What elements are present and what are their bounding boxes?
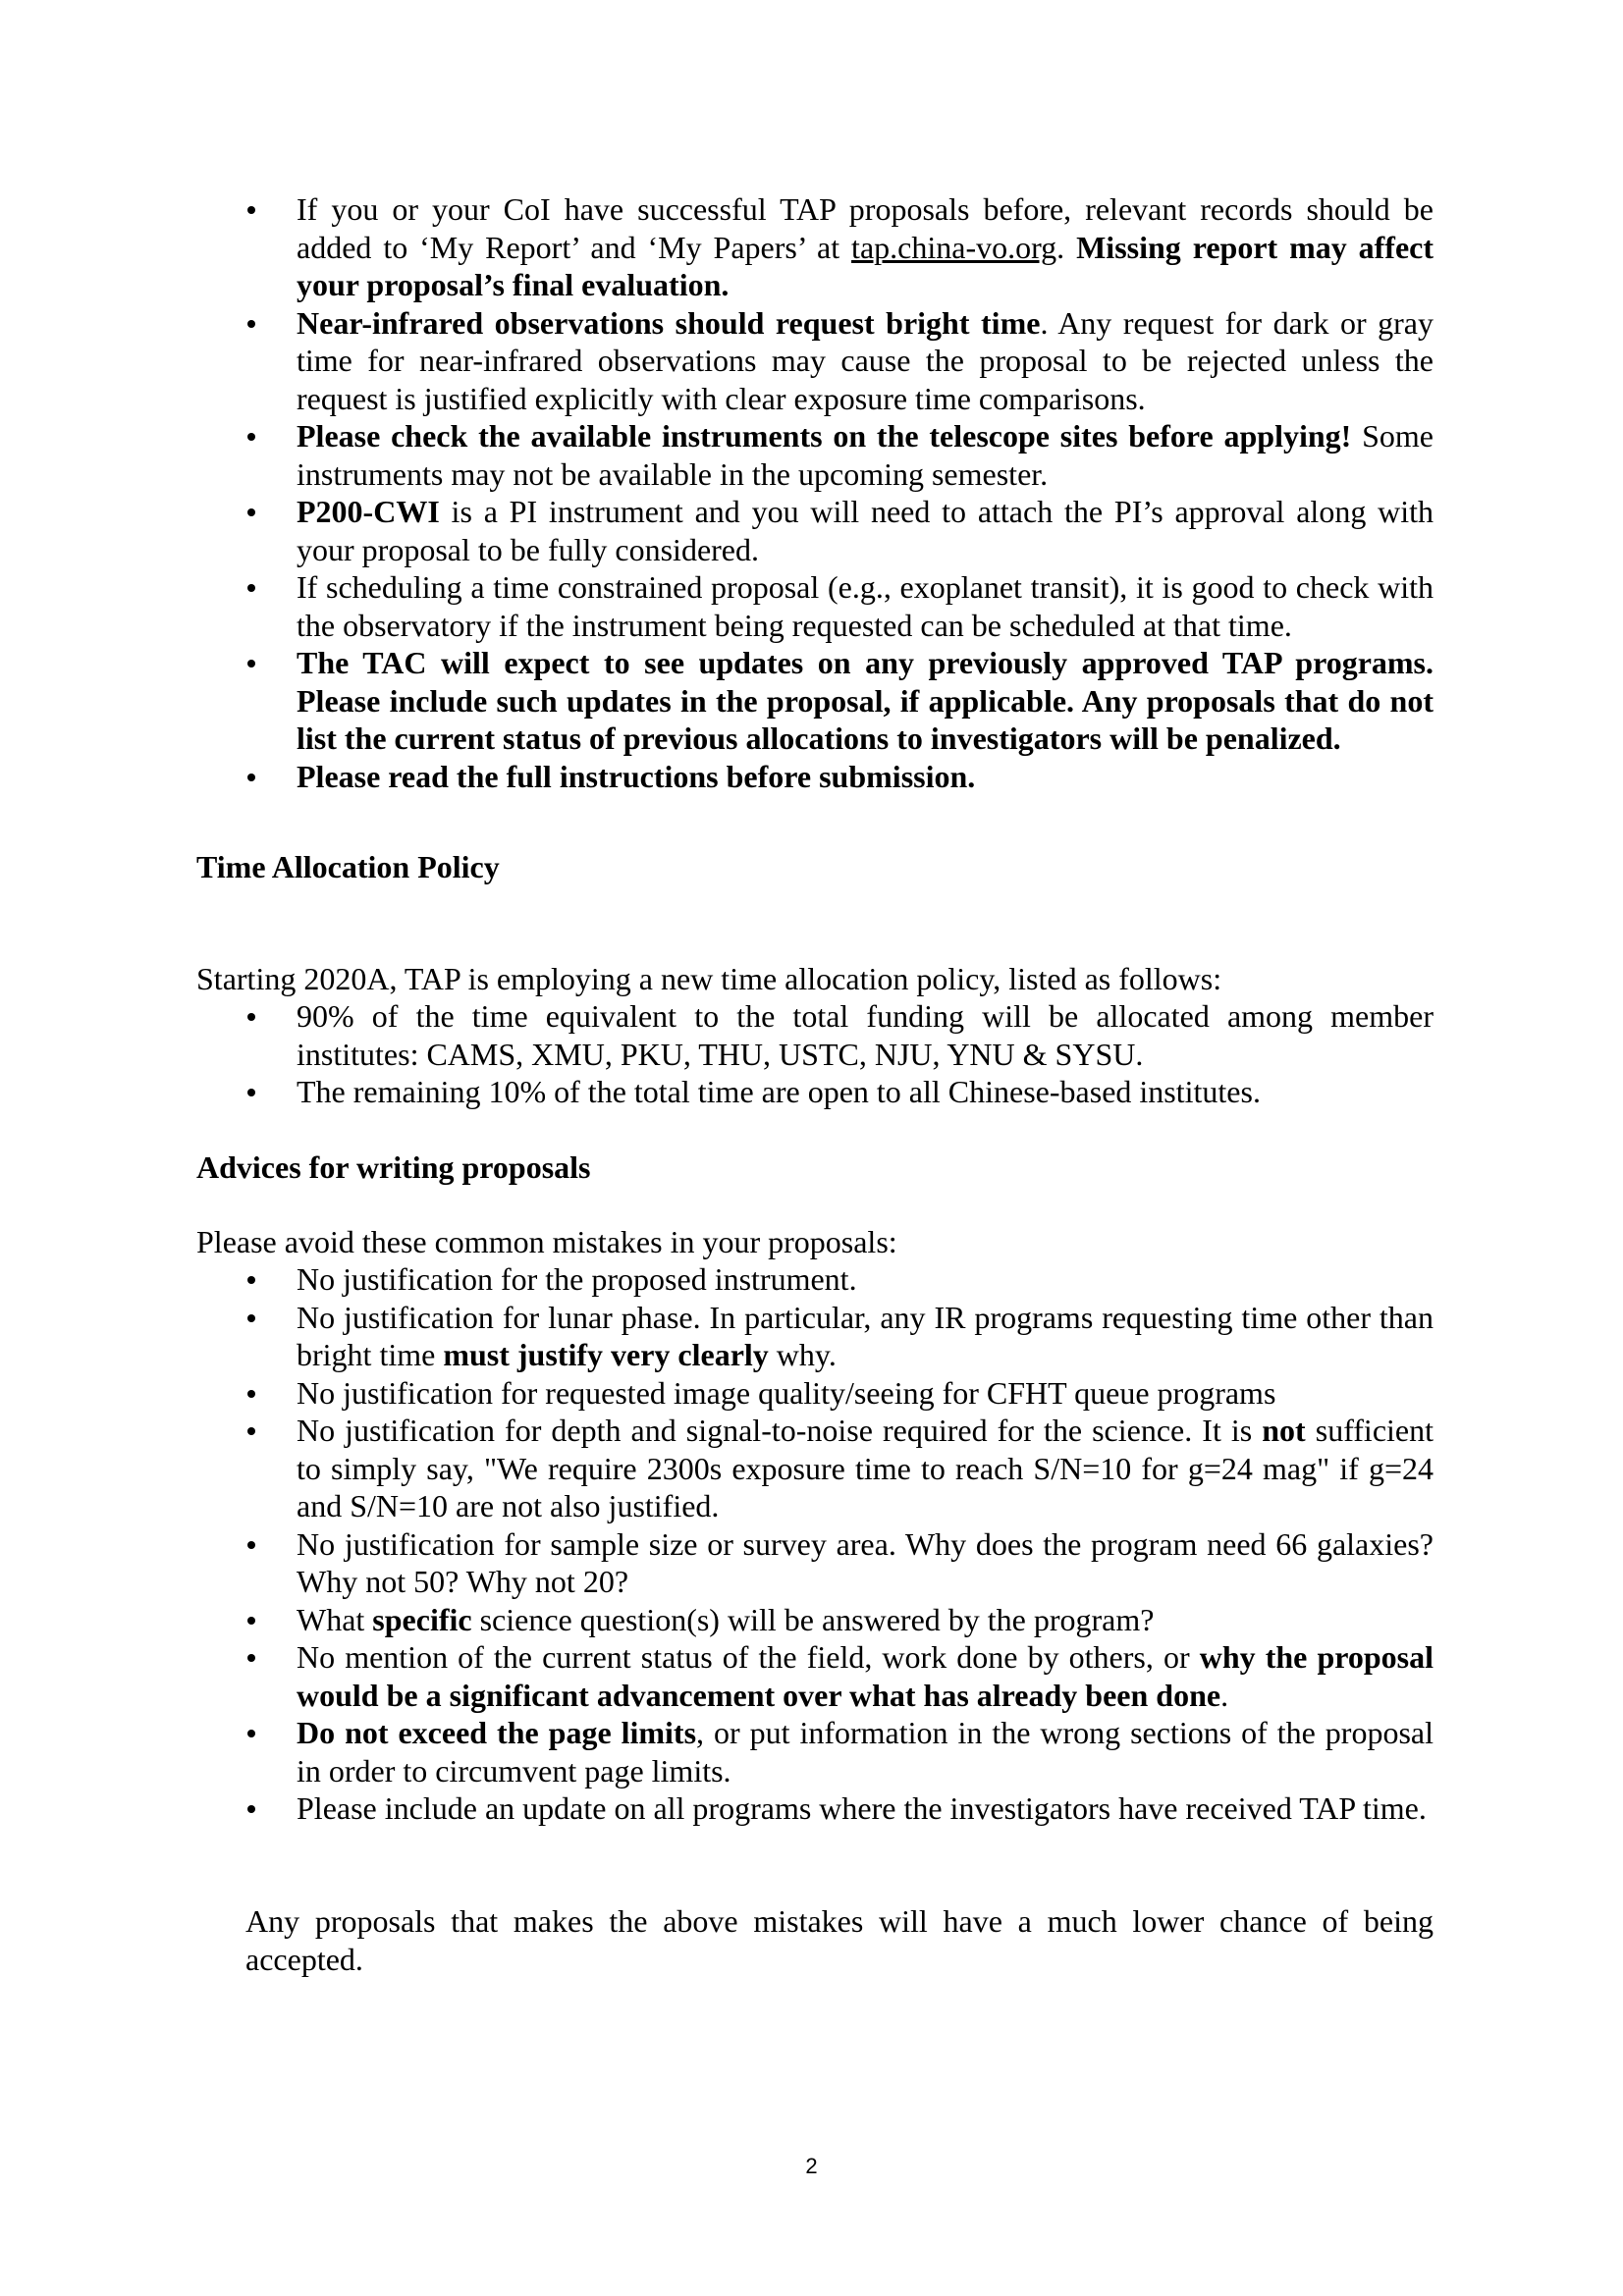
closing-paragraph: Any proposals that makes the above mistakes will have a much lower chance of being accepted. [245,1903,1434,1977]
text-segment: No justification for depth and signal-to-noise required for the science. It is [297,1413,1263,1448]
bold-text: Please read the full instructions before submission. [297,758,976,794]
list-item [196,417,1434,493]
list-item [196,644,1434,758]
list-item [196,1638,1434,1714]
list-item [196,758,1434,796]
list-item [196,1789,1434,1828]
website-link[interactable]: tap.china-vo.org [851,229,1057,265]
list-item [196,1073,1434,1111]
requirements-list [196,190,1434,795]
section-heading-time-allocation: Time Allocation Policy [196,849,500,884]
text-segment: science question(s) will be answered by the program? [471,1601,1155,1637]
text-segment: Please include an update on all programs where the investigators have received TAP time. [297,1790,1427,1826]
text-segment: What [297,1601,373,1637]
policy-list [196,997,1434,1111]
text-segment: why. [768,1337,837,1372]
text-segment: No justification for requested image quality/seeing for CFHT queue programs [297,1374,1276,1411]
text-segment: . Any request for dark or gray time for near-infrared observations may cause the proposal to be rejected unless the request is justified explicitly with clear exposure time comparisons. [297,304,1434,416]
bold-text: why the proposal would be a significant advancement over what has already been done [297,1639,1434,1713]
common-mistakes-list [196,1260,1434,1828]
text-segment: 90% of the time equivalent to the total funding will be allocated among member institutes: CAMS, XMU, PKU, THU, USTC, NJU, YNU & SYSU. [297,998,1434,1072]
list-item [196,1374,1434,1413]
text-segment: No justification for sample size or survey area. Why does the program need 66 galaxies? Why not 50? Why not 20? [297,1525,1434,1599]
bold-text: Do not exceed the page limits [297,1715,697,1750]
list-item [196,1260,1434,1299]
list-item [196,1299,1434,1374]
list-item [196,997,1434,1073]
text-segment: . [1220,1677,1229,1713]
list-item [196,304,1434,418]
bold-text: P200-CWI [297,494,440,529]
list-item [196,568,1434,644]
list-item [196,1412,1434,1525]
text-segment: is a PI instrument and you will need to attach the PI’s approval along with your proposal to be fully considered. [297,494,1434,567]
text-segment: . [1056,229,1077,265]
text-segment: If you or your CoI have successful TAP proposals before, relevant records should be added to ‘My Report’ and ‘My Papers’ at [297,191,1434,265]
text-segment: Some instruments may not be available in the upcoming semester. [297,418,1434,492]
bold-text: Missing report may affect your proposal’s final evaluation. [297,229,1434,302]
list-item [196,1714,1434,1789]
page-number: 2 [805,2154,818,2178]
text-segment: No mention of the current status of the field, work done by others, or [297,1639,1200,1675]
bold-text: Please check the available instruments on the telescope sites before applying! [297,418,1352,454]
bold-text: specific [372,1601,472,1637]
bold-text: not [1262,1413,1306,1448]
text-segment: No justification for the proposed instrument. [297,1261,857,1297]
list-item [196,1601,1434,1639]
list-item [196,190,1434,304]
text-segment: , or put information in the wrong sections of the proposal in order to circumvent page limits. [297,1715,1434,1789]
text-segment: No justification for lunar phase. In particular, any IR programs requesting time other than bright time [297,1299,1434,1372]
bold-text: must justify very clearly [443,1337,769,1372]
text-segment: If scheduling a time constrained proposal (e.g., exoplanet transit), it is good to check with the observatory if the instrument being requested can be scheduled at that time. [297,569,1434,643]
advice-intro-paragraph: Please avoid these common mistakes in your proposals: [196,1224,897,1259]
section-heading-advices: Advices for writing proposals [196,1149,591,1185]
text-segment: sufficient to simply say, "We require 2300s exposure time to reach S/N=10 for g=24 mag" if g=24 and S/N=10 are not also justified. [297,1413,1434,1523]
bold-text: The TAC will expect to see updates on any previously approved TAP programs. Please include such updates in the proposal, if applicable. Any proposals that do not list the current status of previous allocations to investigators will be penalized. [297,645,1434,756]
policy-intro-paragraph: Starting 2020A, TAP is employing a new time allocation policy, listed as follows: [196,961,1222,996]
bold-text: Near-infrared observations should request bright time [297,304,1041,341]
list-item [196,1525,1434,1601]
list-item [196,493,1434,568]
text-segment: The remaining 10% of the total time are open to all Chinese-based institutes. [297,1074,1261,1109]
